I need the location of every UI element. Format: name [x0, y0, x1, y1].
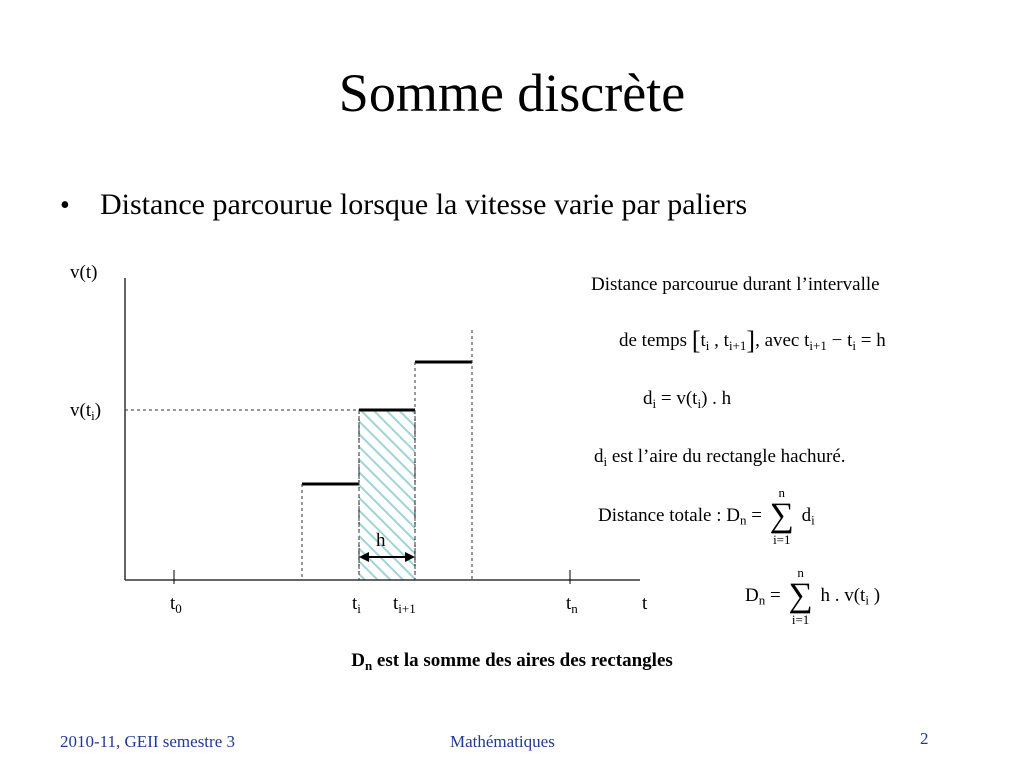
footer-course: 2010-11, GEII semestre 3: [60, 732, 235, 751]
t0-label: $t_0$: [170, 593, 182, 616]
vti-label: $v(t_i)$: [70, 400, 102, 423]
footer-subject: Mathématiques: [450, 732, 555, 751]
tn-label: $t_n$: [566, 593, 578, 616]
di-formula: $d_i = v(t_i)$ . h: [643, 388, 732, 411]
bullet-text: Distance parcourue lorsque la vitesse varie par paliers: [100, 188, 748, 221]
ti1-label: $t_{i+1}$: [393, 593, 416, 616]
total-distance-formula: Distance totale : $D_n$ = n ∑ i=1 $d_i$: [598, 485, 815, 547]
t-axis-label: t: [642, 593, 648, 614]
interval-formula: de temps [$t_i$ , $t_{i+1}$], avec $t_{i+1} - t_i = h$: [619, 326, 886, 355]
area-sentence: $d_i$ est l’aire du rectangle hachuré.: [594, 446, 846, 469]
bullet-point-icon: •: [60, 190, 70, 221]
sum-symbol-2: n ∑ i=1: [788, 565, 813, 627]
h-label: h: [376, 530, 386, 551]
slide-title: Somme discrète: [338, 63, 686, 123]
ti-label: $t_i$: [352, 593, 361, 616]
caption: $D_n$ est la somme des aires des rectangles: [351, 650, 673, 673]
interval-sentence: Distance parcourue durant l’intervalle: [591, 274, 880, 295]
dn-sum-formula: $D_n$ = n ∑ i=1 h . $v(t_i$ ): [745, 565, 881, 627]
page-number: 2: [920, 729, 929, 748]
sum-symbol: n ∑ i=1: [769, 485, 794, 547]
v-axis-label: v(t): [70, 262, 98, 283]
